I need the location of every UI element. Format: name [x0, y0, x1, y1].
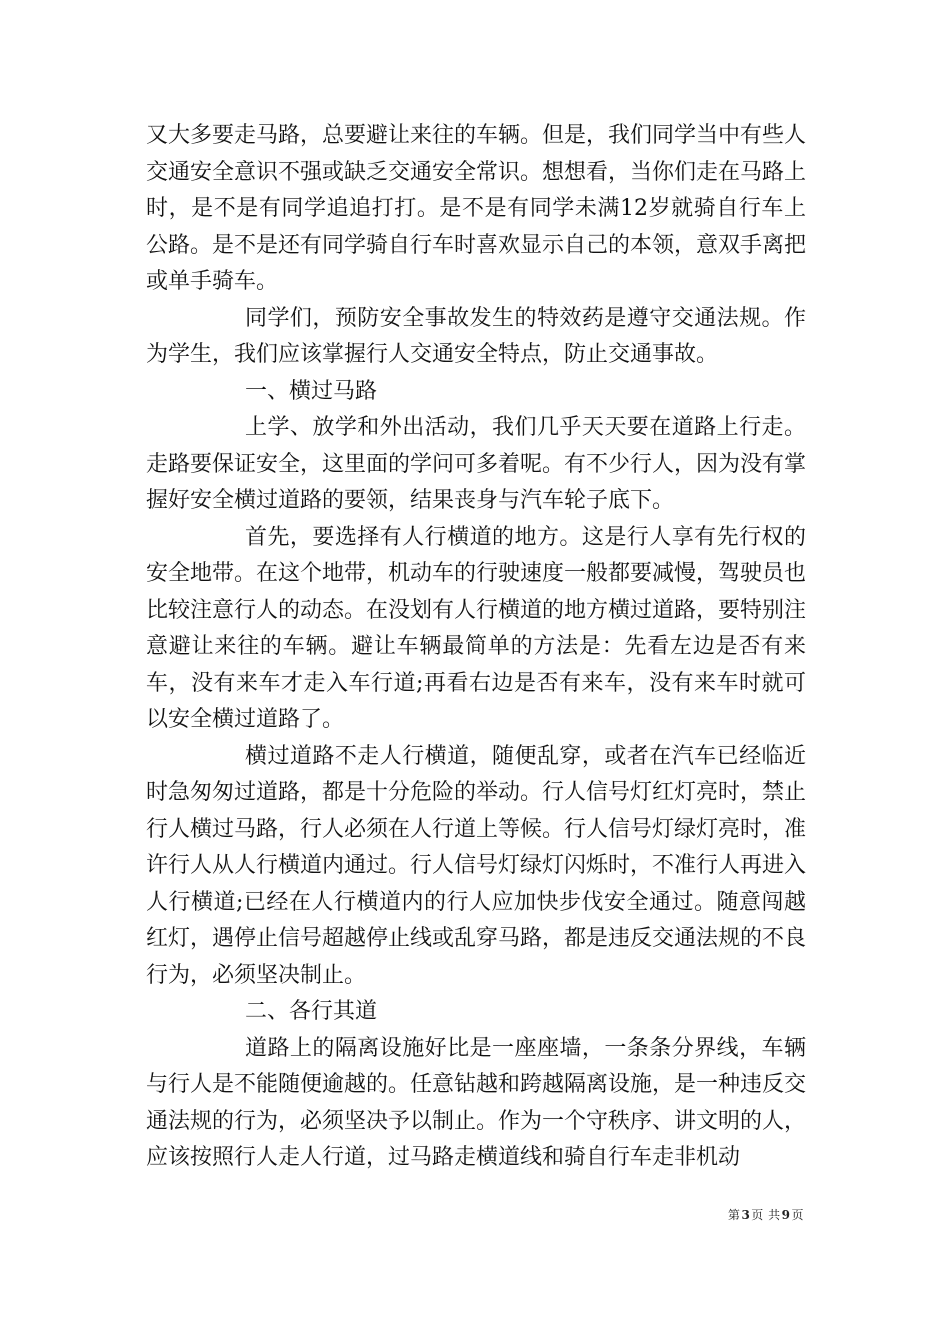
document-body	[146, 118, 806, 1177]
paragraph-continuation: 又大多要走马路，总要避让来往的车辆。但是，我们同学当中有些人交通安全意识不强或缺乏交通安全常识。想想看，当你们走在马路上时，是不是有同学追追打打。是不是有同学未满12岁就骑自行车上公路。是不是还有同学骑自行车时喜欢显示自己的本领，意双手离把或单手骑车。	[146, 123, 807, 294]
paragraph: 同学们，预防安全事故发生的特效药是遵守交通法规。作为学生，我们应该掌握行人交通安全特点，防止交通事故。	[146, 305, 806, 367]
paragraph: 横过道路不走人行横道，随便乱穿，或者在汽车已经临近时急匆匆过道路，都是十分危险的举动。行人信号灯红灯亮时，禁止行人横过马路，行人必须在人行道上等候。行人信号灯绿灯亮时，准许行人从人行横道内通过。行人信号灯绿灯闪烁时，不准行人再进入人行横道;已经在人行横道内的行人应加快步伐安全通过。随意闯越红灯，遇停止信号超越停止线或乱穿马路，都是违反交通法规的不良行为，必须坚决制止。	[146, 743, 807, 988]
total-page-number: 9	[781, 1208, 791, 1222]
paragraph: 首先，要选择有人行横道的地方。这是行人享有先行权的安全地带。在这个地带，机动车的行驶速度一般都要减慢，驾驶员也比较注意行人的动态。在没划有人行横道的地方横过道路，要特别注意避让来往的车辆。避让车辆最简单的方法是：先看左边是否有来车，没有来车才走入车行道;再看右边是否有来车，没有来车时就可以安全横过道路了。	[146, 524, 807, 732]
paragraph: 上学、放学和外出活动，我们几乎天天要在道路上行走。走路要保证安全，这里面的学问可多着呢。有不少行人，因为没有掌握好安全横过道路的要领，结果丧身与汽车轮子底下。	[146, 415, 807, 513]
section-heading-crossing-road: 一、横过马路	[245, 378, 378, 404]
footer-suffix: 页	[791, 1208, 804, 1222]
paragraph: 道路上的隔离设施好比是一座座墙，一条条分界线，车辆与行人是不能随便逾越的。任意钻越和跨越隔离设施，是一种违反交通法规的行为，必须坚决予以制止。作为一个守秩序、讲文明的人，应该按照行人走人行道，过马路走横道线和骑自行车走非机动	[146, 1035, 807, 1170]
page-footer	[728, 1206, 804, 1223]
section-heading-each-way: 二、各行其道	[245, 999, 378, 1024]
footer-prefix: 第	[727, 1208, 741, 1222]
current-page-number: 3	[741, 1208, 751, 1222]
footer-middle: 页 共	[751, 1208, 781, 1222]
